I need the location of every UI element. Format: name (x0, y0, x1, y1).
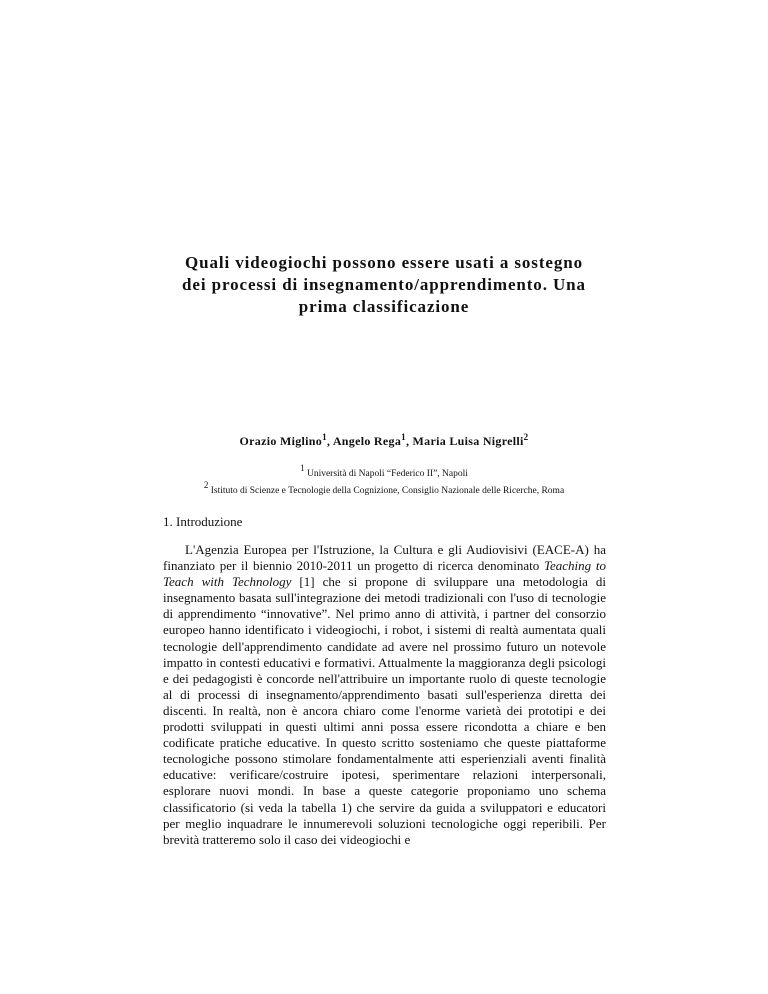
author-separator: , (405, 434, 413, 448)
affiliation-mark: 1 (322, 432, 327, 442)
paper-title (150, 252, 618, 318)
paragraph-text: [1] che si propone di sviluppare una metodologia di insegnamento basata sull'integrazione dei metodi tradizionali con l'uso di tecnologie di apprendimento “innovative”. Nel primo anno di attività, i partner del consorzio europeo hanno identificato i videogiochi, i robot, i sistemi di realtà aumentata quali tecnologie dell'apprendimento candidate ad avere nel prossimo futuro un notevole impatto in contesti educativi e formativi. Attualmente la maggioranza degli psicologi e dei pedagogisti è concorde nell'attribuire un importante ruolo di queste tecnologie al di processi di insegnamento/apprendimento basati sull'esperienza diretta dei discenti. In realtà, non è ancora chiaro come l'enorme varietà dei prototipi e dei prodotti sviluppati in questi ultimi anni possa essere ricondotta a chiare e ben codificate pratiche educative. In questo scritto sosteniamo che queste piattaforme tecnologiche possono stimolare fondamentalmente atti esperienziali aventi finalità educative: verificare/costruire ipotesi, sperimentare relazioni interpersonali, esplorare nuovi mondi. In base a queste categorie proponiamo uno schema classificatorio (si veda la tabella 1) che servire da guida a sviluppatori e educatori per meglio inquadrare le innumerevoli soluzioni tecnologiche oggi reperibili. Per brevità tratteremo solo il caso dei videogiochi e (163, 574, 606, 847)
author-list (0, 432, 768, 449)
project-name: Teaching to Teach with Technology (163, 558, 606, 590)
affiliation-mark: 1 (300, 463, 305, 473)
paragraph-text: L'Agenzia Europea per l'Istruzione, la Cultura e gli Audiovisivi (EACE-A) ha finanziato per il biennio 2010-2011 un progetto di ricerca denominato (163, 542, 606, 574)
title-line: dei processi di insegnamento/apprendimento. Una (182, 275, 586, 294)
author-separator: , (326, 434, 333, 448)
title-line: Quali videogiochi possono essere usati a sostegno (185, 253, 583, 272)
section-heading: 1. Introduzione (163, 514, 243, 529)
affiliation-mark: 2 (523, 432, 529, 442)
affiliation (0, 480, 768, 496)
author-name: Orazio Miglino (239, 434, 323, 448)
affiliation-text: Istituto di Scienze e Tecnologie della Cognizione, Consiglio Nazionale delle Ricerche, Roma (210, 486, 565, 496)
affiliation (0, 463, 768, 479)
affiliation-text: Università di Napoli “Federico II”, Napoli (306, 469, 468, 479)
affiliation-mark: 2 (203, 480, 209, 490)
author-name: Angelo Rega (332, 434, 402, 448)
affiliation-mark: 1 (401, 432, 406, 442)
body-paragraph (163, 542, 606, 848)
title-line: prima classificazione (298, 297, 470, 316)
author-name: Maria Luisa Nigrelli (412, 434, 524, 448)
